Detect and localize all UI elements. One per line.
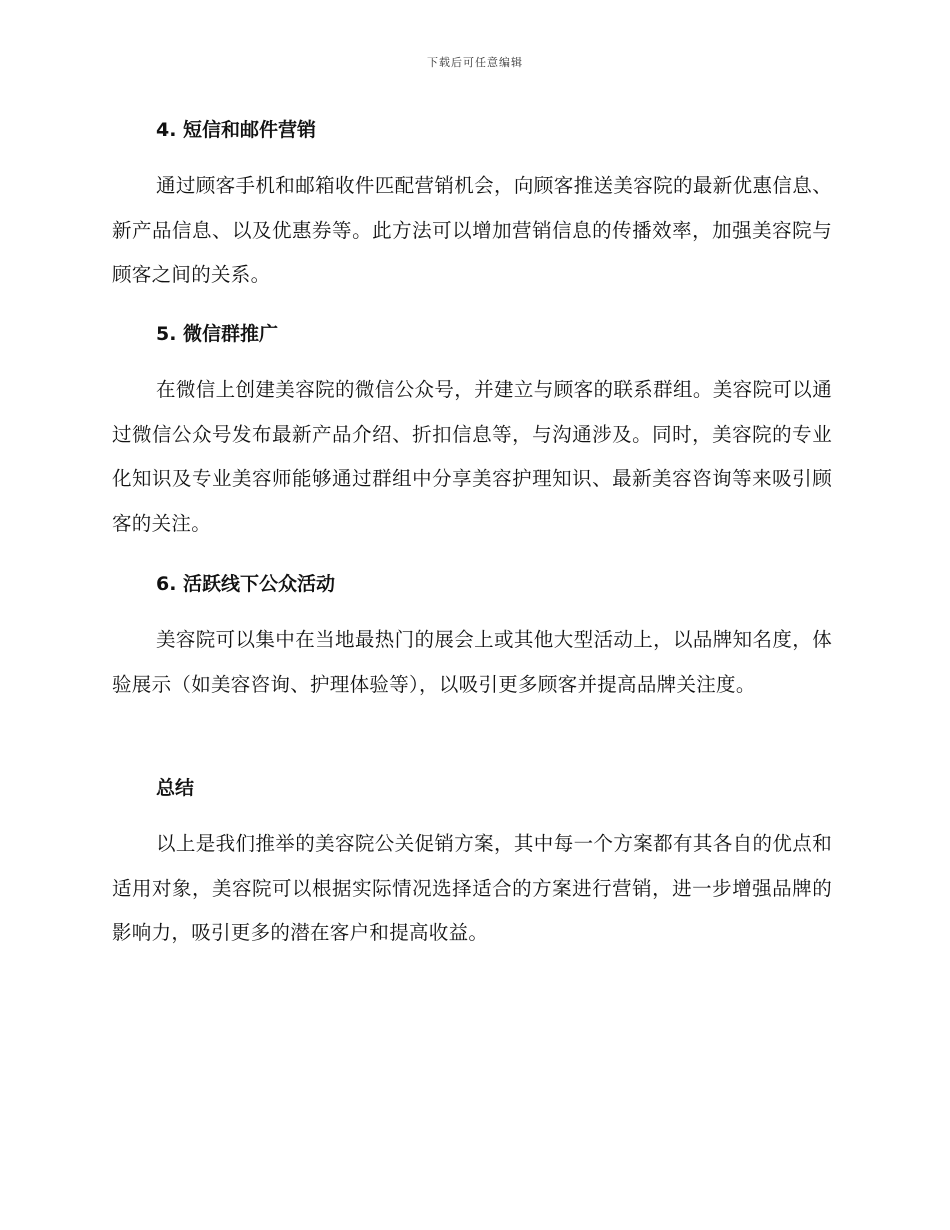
section-paragraph-wechat: 在微信上创建美容院的微信公众号，并建立与顾客的联系群组。美容院可以通过微信公众号发布最新产品介绍、折扣信息等，与沟通涉及。同时，美容院的专业化知识及专业美容师能够通过群组中分享美容护理知识、最新美容咨询等来吸引顾客的关注。 bbox=[112, 378, 832, 535]
section-heading-sms-email: 4. 短信和邮件营销 bbox=[156, 119, 317, 141]
section-heading-offline-events: 6. 活跃线下公众活动 bbox=[156, 573, 336, 595]
section-heading-wechat: 5. 微信群推广 bbox=[156, 323, 279, 345]
section-paragraph-sms-email: 通过顾客手机和邮箱收件匹配营销机会，向顾客推送美容院的最新优惠信息、新产品信息、以及优惠券等。此方法可以增加营销信息的传播效率，加强美容院与顾客之间的关系。 bbox=[112, 174, 832, 286]
section-paragraph-summary: 以上是我们推举的美容院公关促销方案，其中每一个方案都有其各自的优点和适用对象，美容院可以根据实际情况选择适合的方案进行营销，进一步增强品牌的影响力，吸引更多的潜在客户和提高收益。 bbox=[112, 832, 832, 944]
section-paragraph-offline-events: 美容院可以集中在当地最热门的展会上或其他大型活动上，以品牌知名度，体验展示（如美容咨询、护理体验等），以吸引更多顾客并提高品牌关注度。 bbox=[112, 628, 832, 696]
page-header: 下载后可任意编辑 bbox=[427, 56, 523, 69]
section-heading-summary: 总结 bbox=[156, 777, 195, 799]
